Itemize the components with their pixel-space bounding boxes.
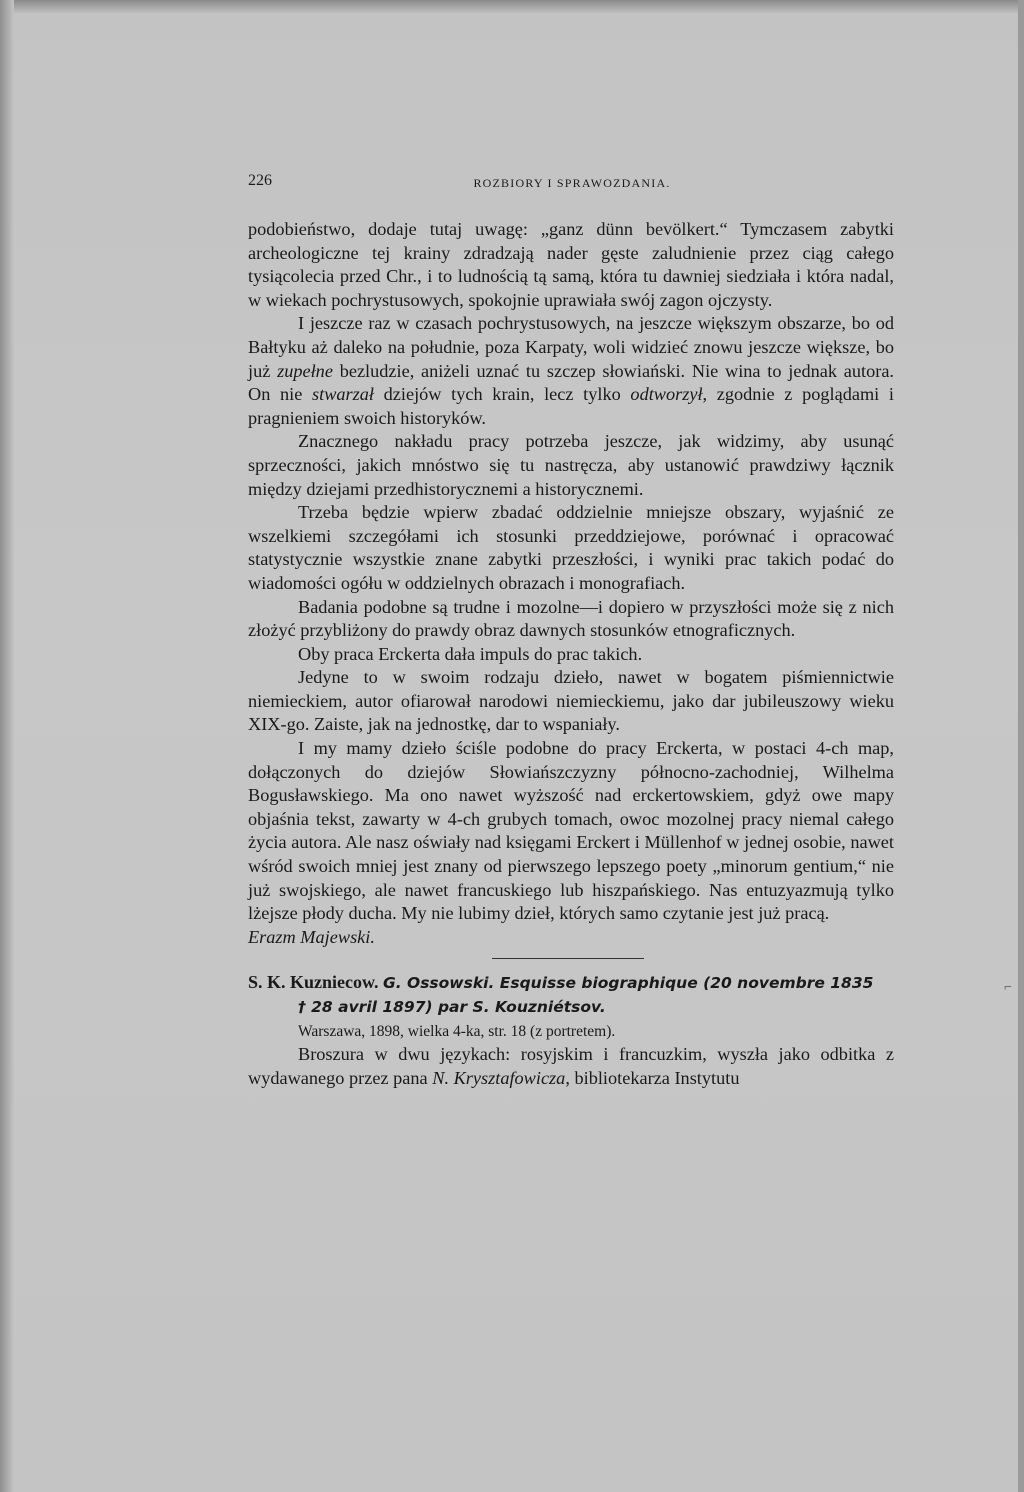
paragraph-3: Znacznego nakładu pracy potrzeba jeszcze, jak widzimy, aby usunąć sprzeczności, jakich mnóstwo się tu nastręcza, aby ustanowić prawdziwy łącznik między dziejami przedhistorycznemi a historycznemi.: [248, 431, 894, 499]
paragraph-6: Oby praca Erckerta dała impuls do prac takich.: [298, 643, 643, 664]
bibliography-title-line-1: G. Ossowski. Esquisse biographique (20 novembre 1835: [383, 974, 874, 993]
paragraph-2-emphasis-1: zupełne: [277, 360, 333, 381]
signature: Erazm Majewski.: [248, 926, 375, 947]
page-number: 226: [248, 172, 272, 189]
paragraph-2: [248, 312, 894, 430]
bibliography-title-line-2: † 28 avril 1897) par S. Kouzniétsov.: [298, 998, 606, 1016]
paragraph-2-text-b: bezludzie, aniżeli uznać tu szczep słowiański. Nie wina to jednak autora. On nie: [248, 360, 894, 405]
paragraph-2-emphasis-2: stwarzał: [312, 384, 374, 405]
page-top-edge: [0, 0, 1024, 14]
paragraph-7: Jedyne to w swoim rodzaju dzieło, nawet w bogatem piśmiennictwie niemieckiem, autor ofiarował narodowi niemieckiemu, jako dar jubileuszowy wieku XIX-go. Zaiste, jak na jednostkę, dar to wspaniały.: [248, 667, 894, 735]
closing-paragraph-text-a: Broszura w dwu językach: rosyjskim i francuzkim, wyszła jako odbitka z wydawanego przez pana: [248, 1044, 894, 1088]
closing-paragraph: [248, 1043, 894, 1090]
margin-mark: ⌐: [1004, 980, 1012, 995]
paragraph-8: I my mamy dzieło ściśle podobne do pracy Erckerta, w postaci 4-ch map, dołączonych do dziejów Słowiańszczyzny północno-zachodniej, Wilhelma Bogusławskiego. Ma ono nawet wyższość nad erckertowskiem, gdyż owe mapy objaśnia tekst, zawarty w 4-ch grubych tomach, owoc mozolnej pracy niemal całego życia autora. Ale nasz oświały nad księgami Erckert i Müllenhof w jednej osobie, nawet wśród swoich mniej jest znany od pierwszego lepszego poety „minorum gentium,“ nie już swojskiego, ale nawet francuskiego lub hiszpańskiego. Nas entuzyazmują tylko lżejsze płody ducha. My nie lubimy dzieł, których samo czytanie jest już pracą.: [248, 738, 894, 924]
page-header: [248, 170, 896, 194]
page-left-edge: [0, 0, 14, 1492]
closing-paragraph-text-b: , bibliotekarza Instytutu: [565, 1067, 740, 1088]
paragraph-1: podobieństwo, dodaje tutaj uwagę: „ganz dünn bevölkert.“ Tymczasem zabytki archeologiczne tej krainy zdradzają nader gęste zaludnienie przez ciąg całego tysiącolecia przed Chr., i to ludnością tą samą, która tu dawniej siedziała i która nadal, w wiekach pochrystusowych, spokojnie uprawiała swój zagon ojczysty.: [248, 219, 894, 310]
paragraph-2-emphasis-3: odtworzył: [630, 384, 703, 405]
paragraph-2-text-d: , zgodnie z poglądami i pragnieniem swoich historyków.: [248, 384, 894, 428]
paragraph-2-text-a: I jeszcze raz w czasach pochrystusowych, na jeszcze większym obszarze, bo od Bałtyku aż daleko na południe, poza Karpaty, woli widzieć znowu jeszcze większe, bo już: [248, 313, 894, 381]
bibliography-publication: Warszawa, 1898, wielka 4-ka, str. 18 (z portretem).: [298, 1022, 616, 1040]
running-head: ROZBIORY I SPRAWOZDANIA.: [473, 176, 671, 190]
bibliography-author: S. K. Kuzniecow.: [248, 972, 379, 993]
page-right-edge: [1018, 0, 1024, 1492]
body-text: [248, 218, 894, 1090]
closing-paragraph-emphasis: N. Krysztafowicza: [432, 1067, 566, 1088]
section-divider: [492, 958, 644, 959]
paragraph-5: Badania podobne są trudne i mozolne—i dopiero w przyszłości może się z nich złożyć przybliżony do prawdy obraz dawnych stosunków etnograficznych.: [248, 596, 894, 641]
bibliography-heading: [248, 971, 894, 996]
paragraph-4: Trzeba będzie wpierw zbadać oddzielnie mniejsze obszary, wyjaśnić ze wszelkiemi szczegółami ich stosunki przeddziejowe, porównać i opracować statystycznie wszystkie znane zabytki przeszłości, i wyniki prac takich podać do wiadomości ogółu w oddzielnych obrazach i monografiach.: [248, 502, 894, 593]
paragraph-2-text-c: dziejów tych krain, lecz tylko: [373, 384, 631, 405]
